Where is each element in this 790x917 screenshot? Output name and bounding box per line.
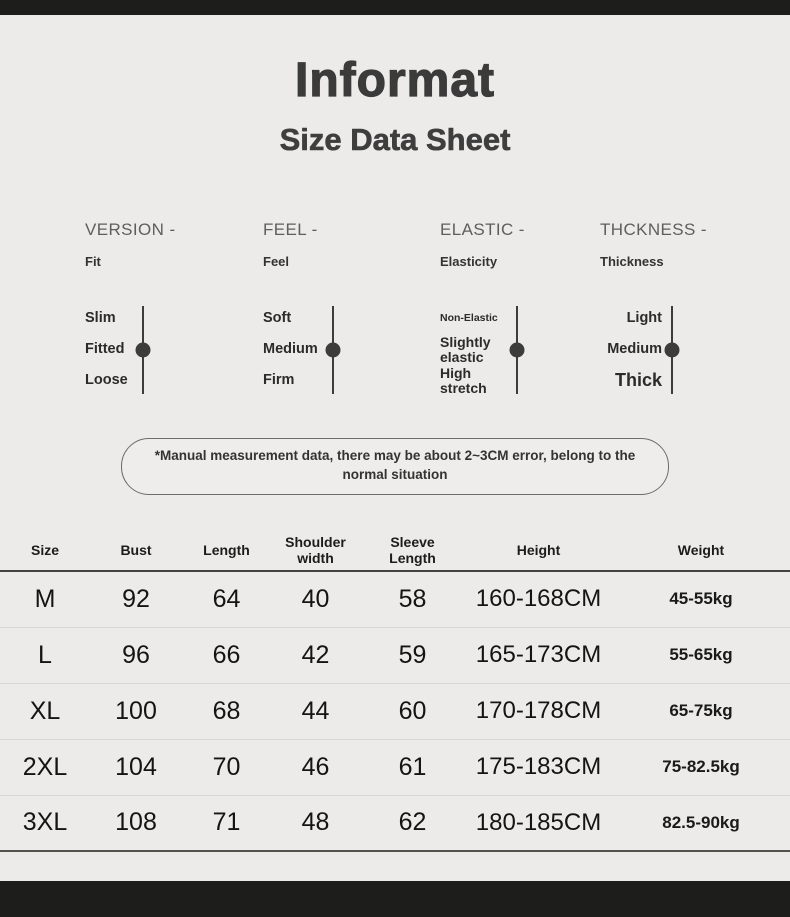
scale-marker-dot [135,342,150,357]
scale-option: Soft [263,309,292,326]
bust-cell: 108 [115,808,157,837]
scale-marker-dot [325,342,340,357]
note-wrapper [0,438,790,495]
column-header-length: Length [203,541,250,558]
scale-option: Firm [263,371,295,388]
table-header-row [0,530,790,572]
scale-thickness [600,220,750,396]
page-subtitle: Size Data Sheet [279,122,511,157]
weight-cell: 82.5-90kg [662,812,740,832]
bottom-bar [0,881,790,917]
table-row-3xl [0,796,790,852]
column-header-size: Size [30,541,59,558]
scale-feel-subtitle: Feel [263,254,290,269]
shoulder-cell: 40 [301,584,330,613]
sleeve-cell: 59 [398,640,427,669]
size-cell: L [38,640,52,669]
measurement-note: *Manual measurement data, there may be about 2~3CM error, belong to the normal situation [121,438,669,495]
scale-version-body [85,303,263,396]
weight-cell: 55-65kg [669,645,733,665]
length-cell: 64 [212,584,241,613]
scale-option: Non-Elastic [440,311,498,324]
table-row-m [0,572,790,628]
height-cell: 160-168CM [475,585,602,613]
length-cell: 71 [212,808,241,837]
scale-feel [263,220,440,396]
scale-elastic-subtitle: Elasticity [440,254,498,269]
size-table [0,530,790,852]
scale-thickness-body [600,303,750,396]
scale-thickness-name: THCKNESS - [600,220,707,239]
shoulder-cell: 46 [301,752,330,781]
scale-option: Thick [614,370,662,391]
height-cell: 165-173CM [475,641,602,669]
bust-cell: 92 [122,584,150,613]
bust-cell: 100 [115,696,157,725]
scale-marker-dot [665,342,680,357]
column-header-shoulder-width: Shoulder width [285,533,346,566]
attribute-scales [0,220,790,396]
scale-version-name: VERSION - [85,220,176,239]
scale-version [85,220,263,396]
scale-option: Light [626,309,662,326]
column-header-sleeve-length: Sleeve Length [389,533,436,566]
top-bar [0,0,790,15]
scale-thickness-subtitle: Thickness [600,254,664,269]
scale-feel-name: FEEL - [263,220,318,239]
size-cell: XL [29,696,61,725]
table-row-2xl [0,740,790,796]
height-cell: 180-185CM [475,808,602,836]
scale-elastic [440,220,600,396]
length-cell: 70 [212,752,241,781]
table-row-l [0,628,790,684]
scale-option: Fitted [85,340,125,357]
size-cell: 3XL [22,808,68,837]
column-header-height: Height [516,541,561,558]
scale-option: Loose [85,371,128,388]
scale-option: Slightly elastic [440,333,491,365]
scale-elastic-name: ELASTIC - [440,220,525,239]
size-cell: 2XL [22,752,68,781]
bust-cell: 104 [115,752,157,781]
bust-cell: 96 [122,640,150,669]
height-cell: 170-178CM [475,697,602,725]
shoulder-cell: 42 [301,640,330,669]
shoulder-cell: 44 [301,696,330,725]
size-cell: M [34,584,56,613]
scale-track [671,306,673,394]
weight-cell: 45-55kg [669,589,733,609]
page-title: Informat [295,54,495,107]
scale-option: Slim [85,309,116,326]
length-cell: 66 [212,640,241,669]
sleeve-cell: 58 [398,584,427,613]
height-cell: 175-183CM [475,753,602,781]
weight-cell: 65-75kg [669,701,733,721]
scale-track [142,306,144,394]
column-header-weight: Weight [677,541,725,558]
scale-track [516,306,518,394]
scale-version-subtitle: Fit [85,254,101,269]
scale-elastic-body [440,303,600,396]
sleeve-cell: 60 [398,696,427,725]
scale-option: High stretch [440,364,487,396]
sleeve-cell: 62 [398,808,427,837]
scale-option: Medium [607,340,662,357]
shoulder-cell: 48 [301,808,330,837]
scale-feel-body [263,303,440,396]
table-row-xl [0,684,790,740]
length-cell: 68 [212,696,241,725]
sleeve-cell: 61 [398,752,427,781]
scale-option: Medium [263,340,318,357]
scale-marker-dot [510,342,525,357]
scale-track [332,306,334,394]
column-header-bust: Bust [120,541,152,558]
weight-cell: 75-82.5kg [662,757,740,777]
